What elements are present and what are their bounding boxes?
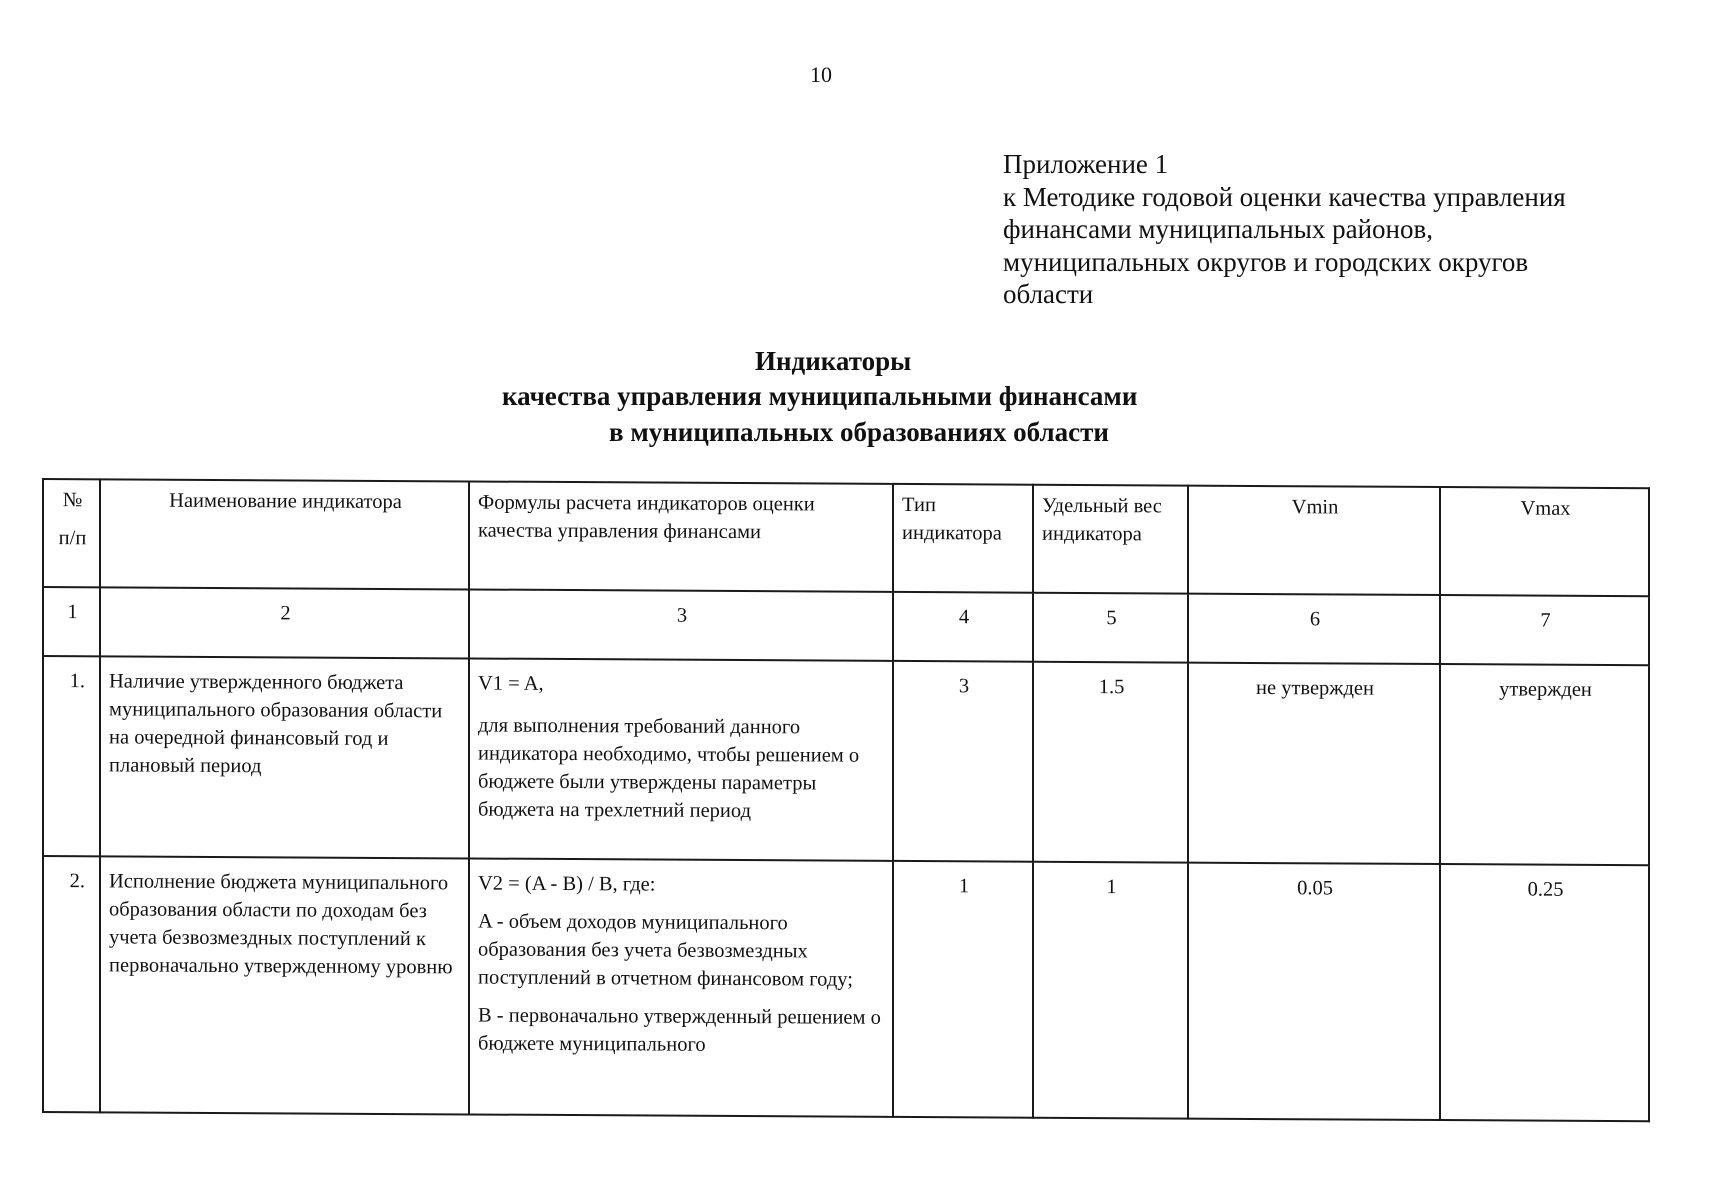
formula-expression: V1 = A, (478, 672, 544, 695)
column-number: 7 (1440, 595, 1649, 665)
table-row (43, 856, 1649, 1121)
indicator-name: Исполнение бюджета муниципального образования области по доходам без учета безвозмездных поступлений к первоначально утвержденному уровню (100, 856, 469, 1114)
column-number: 5 (1033, 593, 1188, 663)
formula-expression: V2 = (A - B) / B, где: (478, 872, 656, 896)
formula-note: A - объем доходов муниципального образования без учета безвозмездных поступлений в отчетном финансовом году; (478, 910, 853, 991)
column-number-row (43, 587, 1649, 665)
indicator-vmin: 0.05 (1188, 863, 1440, 1120)
column-number: 3 (469, 589, 893, 660)
indicator-type: 3 (893, 661, 1033, 862)
appendix-line-5: области (1003, 279, 1094, 309)
appendix-line-4: муниципальных округов и городских округов (1003, 246, 1529, 277)
appendix-note (1003, 148, 1663, 311)
indicator-name: Наличие утвержденного бюджета муниципального образования области на очередной финансовый год и плановый период (100, 656, 469, 858)
appendix-line-1: Приложение 1 (1003, 149, 1169, 179)
appendix-line-3: финансами муниципальных районов, (1003, 214, 1433, 244)
indicators-table (42, 478, 1650, 1122)
header-number-sub: п/п (58, 527, 87, 550)
header-number (43, 479, 100, 587)
title-line-2: качества управления муниципальными финансами (502, 381, 1138, 411)
header-name: Наименование индикатора (100, 479, 469, 589)
table-header-row (43, 479, 1649, 596)
indicator-vmin: не утвержден (1188, 663, 1440, 864)
formula-note: B - первоначально утвержденный решением о бюджете муниципального (478, 1004, 881, 1056)
header-vmax: Vmax (1440, 487, 1649, 596)
header-weight: Удельный вес индикатора (1033, 485, 1188, 594)
column-number: 1 (43, 587, 100, 656)
indicator-formula (469, 658, 893, 860)
header-vmin: Vmin (1188, 486, 1440, 595)
indicator-vmax: 0.25 (1440, 864, 1649, 1121)
indicator-weight: 1 (1033, 862, 1188, 1119)
row-number: 1. (43, 656, 100, 856)
indicator-formula (469, 858, 893, 1116)
title-line-3: в муниципальных образованиях области (609, 417, 1109, 447)
column-number: 6 (1188, 594, 1440, 664)
table-row (43, 656, 1649, 865)
header-formula: Формулы расчета индикаторов оценки качества управления финансами (469, 481, 893, 591)
column-number: 4 (893, 592, 1033, 662)
indicator-weight: 1.5 (1033, 662, 1188, 863)
indicator-vmax: утвержден (1440, 664, 1649, 865)
appendix-line-2: к Методике годовой оценки качества управления (1003, 181, 1566, 212)
header-type: Тип индикатора (893, 484, 1033, 593)
indicator-type: 1 (893, 861, 1033, 1118)
header-number-sign: № (62, 489, 83, 512)
row-number: 2. (43, 856, 100, 1112)
page-number: 10 (810, 62, 832, 87)
title-line-1: Индикаторы (755, 346, 912, 376)
formula-note: для выполнения требований данного индикатора необходимо, чтобы решением о бюджете были утверждены параметры бюджета на трехлетний период (478, 714, 860, 823)
column-number: 2 (100, 587, 469, 658)
